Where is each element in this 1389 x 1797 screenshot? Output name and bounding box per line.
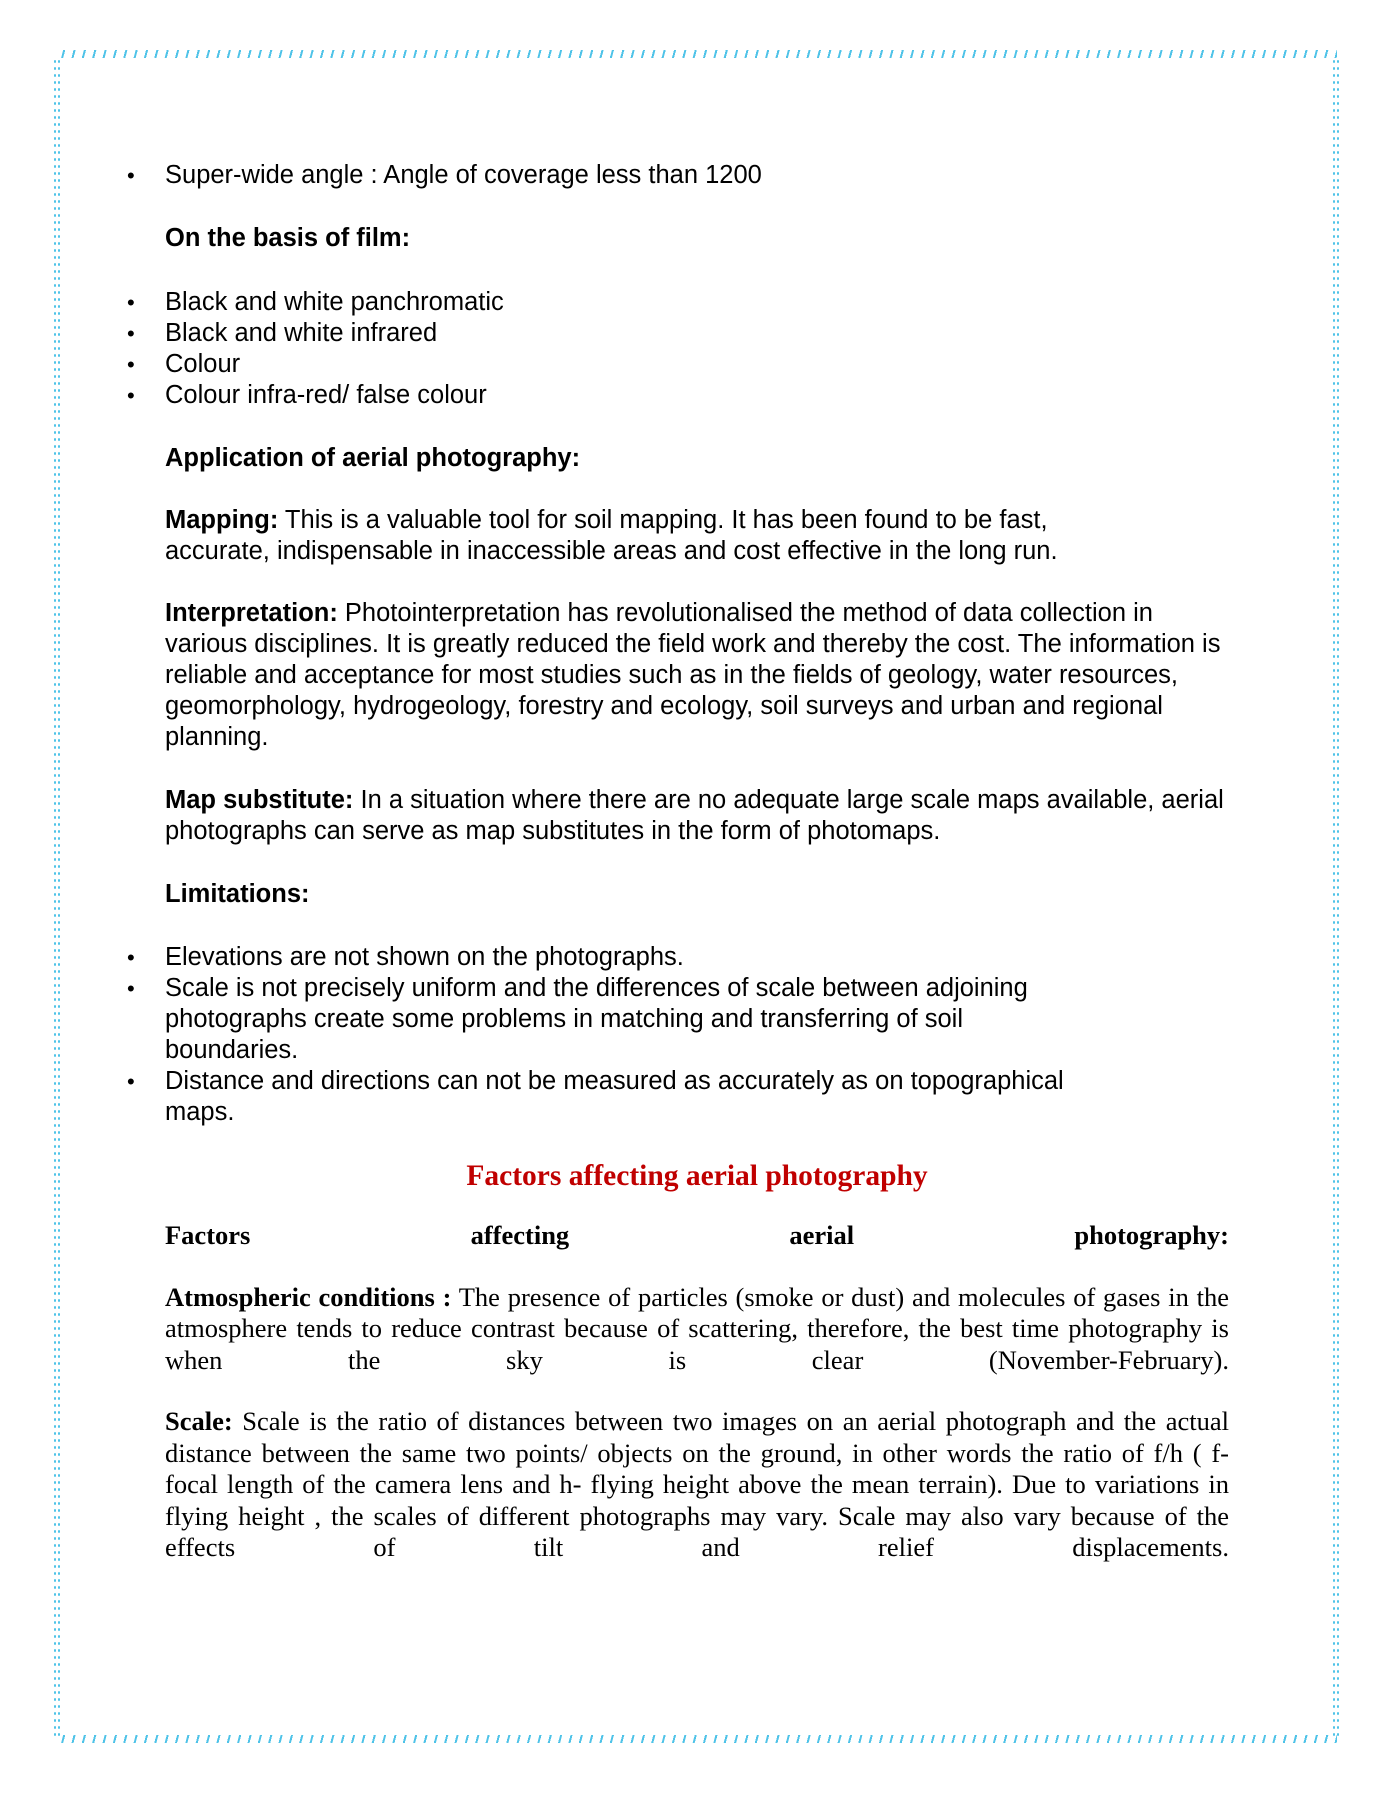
interpretation-label: Interpretation: (165, 599, 338, 627)
factors-subheading-text: Factors affecting aerial photography: (165, 1220, 1229, 1250)
film-heading: On the basis of film: (165, 224, 411, 252)
atmospheric-text: The presence of particles (smoke or dust) and molecules of gases in the atmosphere tends to reduce contrast because of scattering, therefore, the best time photography is when the sky is clear (November-February). (165, 1281, 1229, 1375)
list-item: • Super-wide angle : Angle of coverage less than 1200 (165, 160, 1229, 191)
scale-paragraph (165, 1406, 1229, 1564)
atmospheric-label: Atmospheric conditions : (165, 1281, 452, 1312)
page-border-top (57, 50, 1337, 58)
scale-label: Scale: (165, 1406, 233, 1436)
list-item: • Colour (165, 349, 1229, 380)
application-heading: Application of aerial photography: (165, 444, 581, 472)
mapping-label: Mapping: (165, 506, 279, 534)
list-item: • Scale is not precisely uniform and the differences of scale between adjoining photographs create some problems in matching and transferring of soil boundaries. (165, 973, 1065, 1066)
interpretation-paragraph (165, 598, 1229, 753)
page-border-left-inner (58, 58, 60, 1738)
scale-text: Scale is the ratio of distances between two images on an aerial photograph and the actual distance between the same two points/ objects on the ground, in other words the ratio of f/h ( f- focal length of the camera lens and h- flying height above the mean terrain). Due to variations in flying height , the scales of different photographs may vary. Scale may also vary because of the effects of tilt and relief displacements. (165, 1406, 1229, 1562)
map-substitute-paragraph (165, 785, 1229, 847)
list-item: • Elevations are not shown on the photographs. (165, 942, 1065, 973)
page-border-right (1333, 58, 1335, 1738)
document-body (165, 160, 1229, 1564)
limitations-heading: Limitations: (165, 880, 310, 908)
list-item: • Black and white infrared (165, 318, 1229, 349)
map-substitute-text: In a situation where there are no adequate large scale maps available, aerial photographs can serve as map substitutes in the form of photomaps. (165, 786, 1224, 845)
mapping-text: This is a valuable tool for soil mapping. It has been found to be fast, accurate, indispensable in inaccessible areas and cost effective in the long run. (165, 506, 1058, 565)
atmospheric-paragraph (165, 1282, 1229, 1377)
section-title: Factors affecting aerial photography (466, 1160, 928, 1192)
page-border-left (54, 58, 56, 1738)
list-item: • Distance and directions can not be measured as accurately as on topographical maps. (165, 1066, 1065, 1128)
page-border-right-inner (1337, 58, 1339, 1738)
mapping-paragraph (165, 505, 1125, 567)
film-list (165, 287, 1229, 411)
page-border-bottom (57, 1735, 1337, 1743)
limitations-list (165, 942, 1065, 1128)
interpretation-text: Photointerpretation has revolutionalised the method of data collection in various disciplines. It is greatly reduced the field work and thereby the cost. The information is reliable and acceptance for most studies such as in the fields of geology, water resources, geomorphology, hydrogeology, forestry and ecology, soil surveys and urban and regional planning. (165, 599, 1221, 751)
list-item: • Colour infra-red/ false colour (165, 380, 1229, 411)
list-item: • Black and white panchromatic (165, 287, 1229, 318)
lens-list (165, 160, 1229, 191)
map-substitute-label: Map substitute: (165, 786, 354, 814)
factors-subheading (165, 1220, 1229, 1252)
